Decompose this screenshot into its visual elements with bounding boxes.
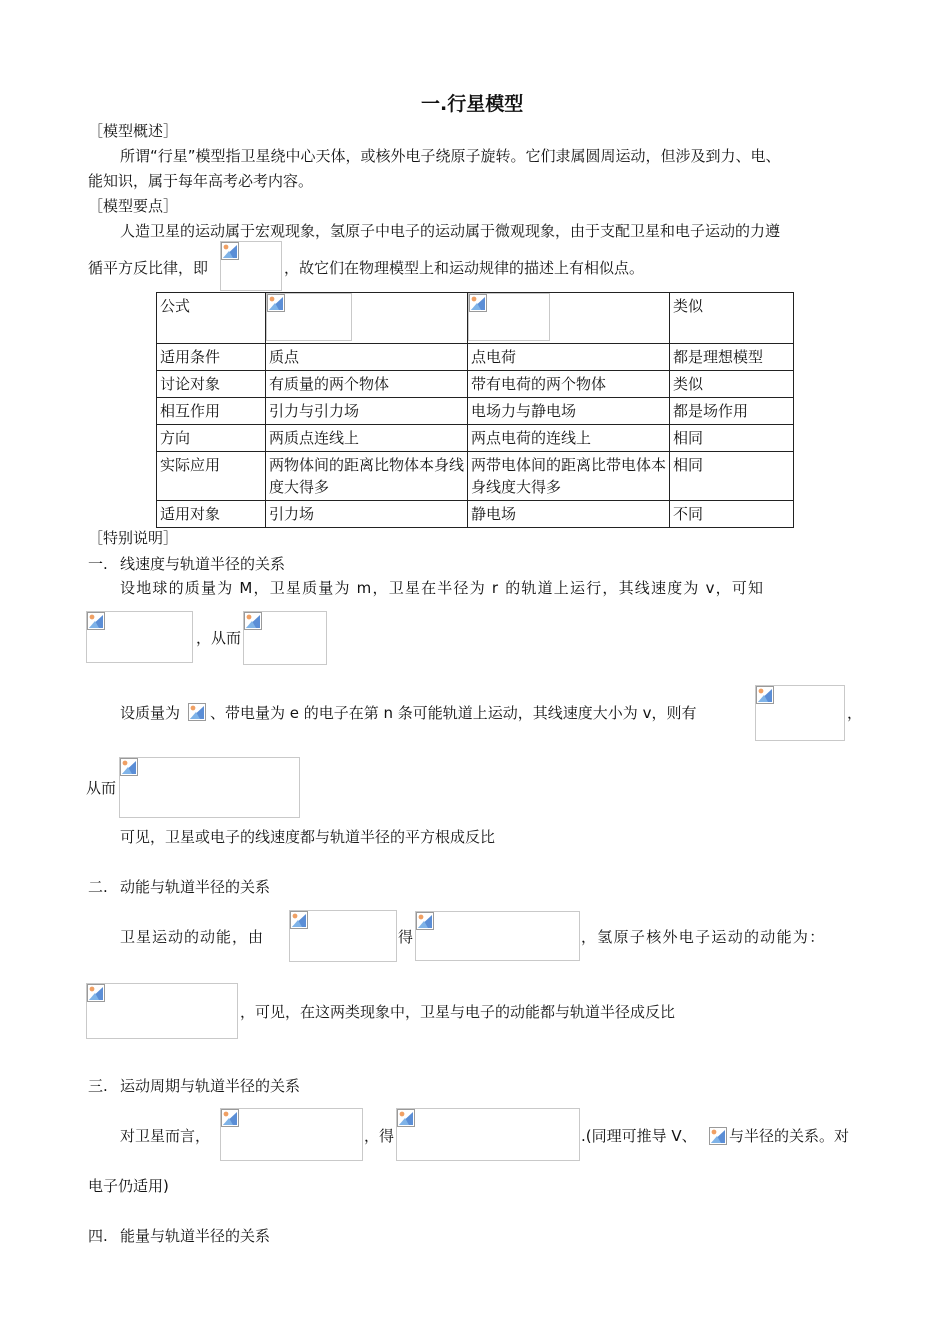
section-points-text-1: 人造卫星的运动属于宏观现象，氢原子中电子的运动属于微观现象，由于支配卫星和电子运动的力遵 (120, 222, 781, 240)
table-cell: 不同 (670, 501, 794, 528)
table-cell: 电场力与静电场 (468, 398, 670, 425)
table-cell: 质点 (266, 344, 468, 371)
formula-image (396, 1108, 580, 1161)
item4-label: 四. (88, 1227, 108, 1245)
table-cell (266, 293, 468, 344)
table-cell: 静电场 (468, 501, 670, 528)
table-cell: 两点电荷的连线上 (468, 425, 670, 452)
item2-line1-b: 得 (398, 928, 414, 946)
table-cell: 引力场 (266, 501, 468, 528)
item3-label: 三. (88, 1077, 108, 1095)
broken-image-icon (188, 703, 206, 721)
item1-line3-b: 、带电量为 e 的电子在第 n 条可能轨道上运动，其线速度大小为 v，则有 (210, 704, 697, 722)
table-row (157, 398, 794, 425)
section-special-heading: ［特别说明］ (88, 529, 179, 547)
formula-image (86, 611, 193, 663)
formula-image (289, 910, 397, 962)
broken-image-icon (221, 1109, 239, 1127)
formula-image (468, 293, 550, 341)
table-row (157, 501, 794, 528)
item1-line3-a: 设质量为 (120, 704, 181, 722)
formula-image (188, 703, 208, 723)
item3-line2: 电子仍适用) (88, 1177, 169, 1195)
item2-line2: ，可见，在这两类现象中，卫星与电子的动能都与轨道半径成反比 (240, 1003, 676, 1021)
broken-image-icon (416, 912, 434, 930)
formula-image (119, 757, 300, 818)
table-cell: 带有电荷的两个物体 (468, 371, 670, 398)
section-points-text-2a: 循平方反比律，即 (88, 259, 209, 277)
table-cell: 相同 (670, 425, 794, 452)
item2-line1-a: 卫星运动的动能，由 (120, 928, 265, 946)
item3-line1-b: ，得 (364, 1127, 395, 1145)
formula-image (86, 983, 238, 1039)
section-overview-text-1: 所谓“行星”模型指卫星绕中心天体，或核外电子绕原子旋转。它们隶属圆周运动，但涉及到力、电、 (120, 147, 781, 165)
broken-image-icon (87, 612, 105, 630)
section-overview-text-2: 能知识，属于每年高考必考内容。 (88, 172, 314, 190)
item1-line3-c: ， (847, 704, 863, 722)
item1-line2-mid: ，从而 (196, 629, 242, 647)
table-row (157, 344, 794, 371)
table-cell: 都是理想模型 (670, 344, 794, 371)
broken-image-icon (709, 1127, 727, 1145)
table-cell (468, 293, 670, 344)
formula-image (415, 911, 580, 961)
item3-line1-d: 与半径的关系。对 (729, 1127, 850, 1145)
item1-line1: 设地球的质量为 M，卫星质量为 m，卫星在半径为 r 的轨道上运行，其线速度为 v，可知 (120, 579, 765, 597)
table-header-row (157, 293, 794, 344)
broken-image-icon (756, 686, 774, 704)
item1-label: 一. (88, 555, 108, 573)
table-cell: 两带电体间的距离比带电体本身线度大得多 (468, 452, 670, 501)
item3-line1-a: 对卫星而言， (120, 1127, 211, 1145)
table-row (157, 425, 794, 452)
formula-image (243, 611, 327, 665)
formula-image (709, 1127, 729, 1147)
item1-heading: 线速度与轨道半径的关系 (120, 555, 286, 573)
section-points-text-2b: ，故它们在物理模型上和运动规律的描述上有相似点。 (284, 259, 645, 277)
table-cell: 两质点连线上 (266, 425, 468, 452)
table-cell: 公式 (157, 293, 266, 344)
item4-heading: 能量与轨道半径的关系 (120, 1227, 271, 1245)
table-cell: 点电荷 (468, 344, 670, 371)
item1-conclusion: 可见，卫星或电子的线速度都与轨道半径的平方根成反比 (120, 828, 496, 846)
table-cell: 适用对象 (157, 501, 266, 528)
broken-image-icon (120, 758, 138, 776)
broken-image-icon (267, 294, 285, 312)
item3-heading: 运动周期与轨道半径的关系 (120, 1077, 301, 1095)
broken-image-icon (221, 242, 239, 260)
item2-heading: 动能与轨道半径的关系 (120, 878, 271, 896)
table-cell: 实际应用 (157, 452, 266, 501)
table-cell: 引力与引力场 (266, 398, 468, 425)
broken-image-icon (244, 612, 262, 630)
item3-line1-c: .(同理可推导 V、 (581, 1127, 697, 1145)
section-overview-heading: ［模型概述］ (88, 122, 179, 140)
broken-image-icon (397, 1109, 415, 1127)
page-title: 一.行星模型 (421, 93, 524, 115)
table-row (157, 452, 794, 501)
formula-image (220, 1108, 363, 1161)
table-cell: 适用条件 (157, 344, 266, 371)
table-cell: 相同 (670, 452, 794, 501)
comparison-table (156, 292, 794, 528)
broken-image-icon (87, 984, 105, 1002)
item2-line1-c: ，氢原子核外电子运动的动能为： (581, 928, 826, 946)
broken-image-icon (469, 294, 487, 312)
table-cell: 类似 (670, 371, 794, 398)
table-cell: 相互作用 (157, 398, 266, 425)
formula-image (755, 685, 845, 741)
table-cell: 都是场作用 (670, 398, 794, 425)
table-row (157, 371, 794, 398)
item2-label: 二. (88, 878, 108, 896)
table-cell: 有质量的两个物体 (266, 371, 468, 398)
section-points-heading: ［模型要点］ (88, 197, 179, 215)
table-cell: 讨论对象 (157, 371, 266, 398)
formula-image (266, 293, 352, 341)
formula-image (220, 241, 282, 291)
table-cell: 方向 (157, 425, 266, 452)
broken-image-icon (290, 911, 308, 929)
item1-line4-a: 从而 (86, 779, 117, 797)
table-cell: 类似 (670, 293, 794, 344)
table-cell: 两物体间的距离比物体本身线度大得多 (266, 452, 468, 501)
